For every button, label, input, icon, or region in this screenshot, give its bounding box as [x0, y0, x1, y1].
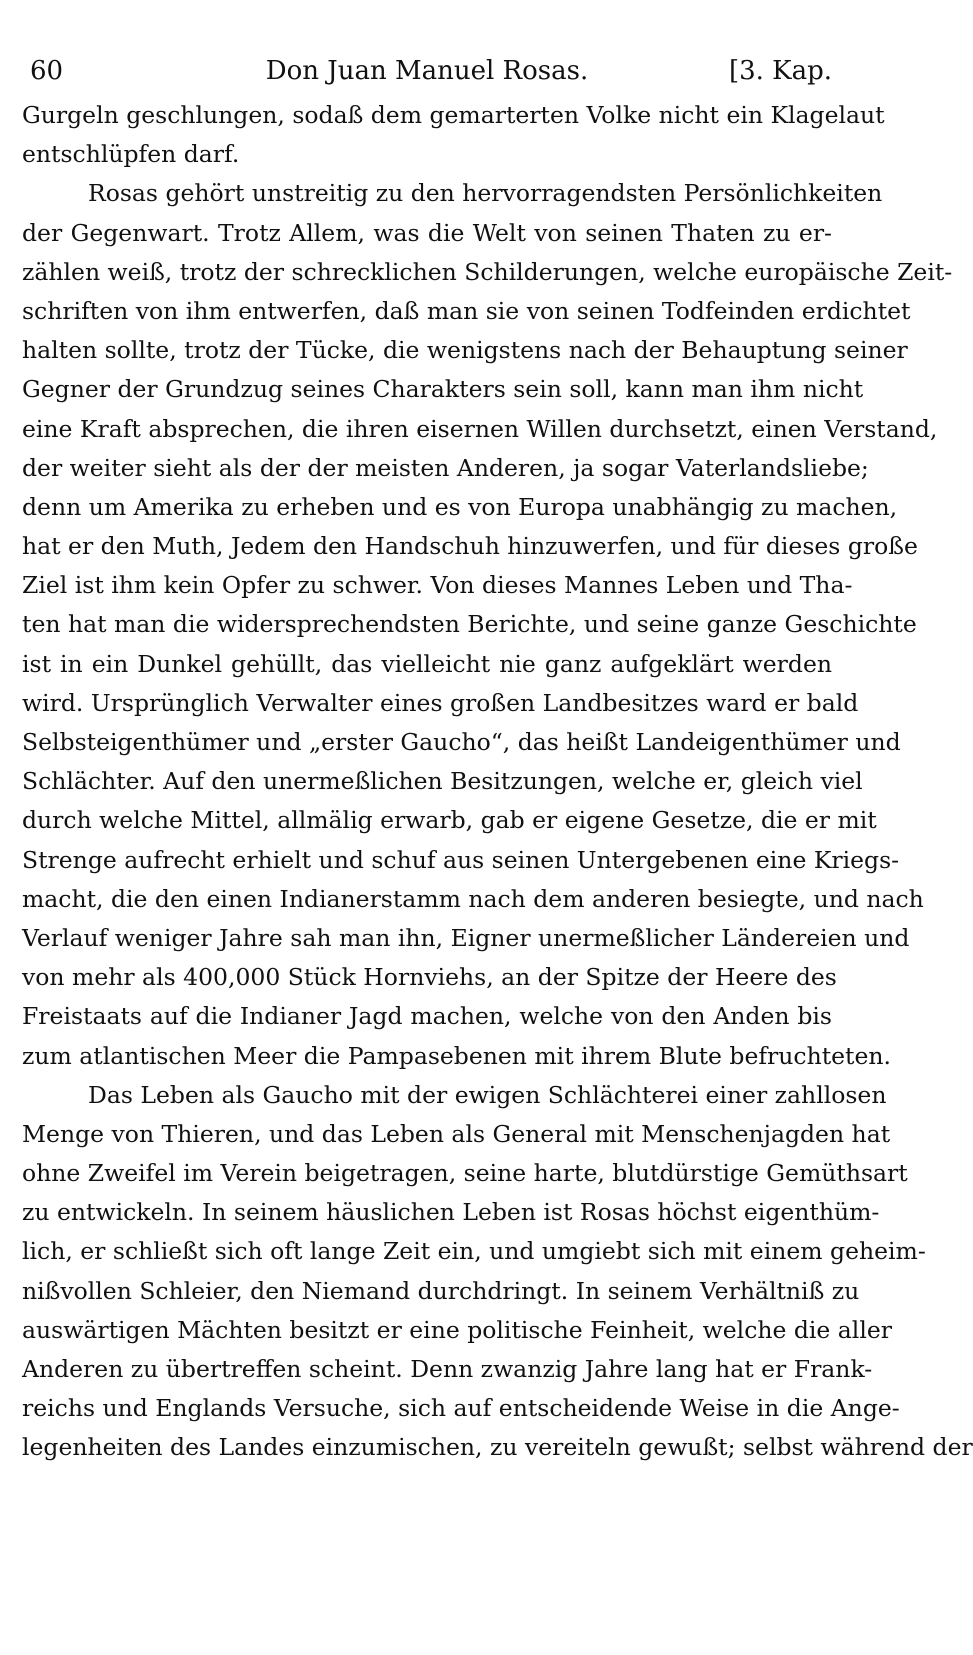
text-line: lich, er schließt sich oft lange Zeit ein, und umgiebt sich mit einem geheim- [22, 1237, 926, 1266]
text-line: ten hat man die widersprechendsten Berichte, und seine ganze Geschichte [22, 610, 917, 639]
chapter-label: [3. Kap. [728, 56, 832, 86]
paragraph [22, 174, 953, 1075]
text-line: zählen weiß, trotz der schrecklichen Schilderungen, welche europäische Zeit- [22, 257, 953, 286]
page-header [22, 48, 832, 94]
text-line: auswärtigen Mächten besitzt er eine politische Feinheit, welche die aller [22, 1315, 892, 1344]
text-line: von mehr als 400,000 Stück Hornviehs, an der Spitze der Heere des [22, 963, 837, 992]
text-line: eine Kraft absprechen, die ihren eisernen Willen durchsetzt, einen Verstand, [22, 414, 938, 443]
body-text [22, 96, 973, 1468]
page-number: 60 [30, 56, 64, 86]
text-line: Ziel ist ihm kein Opfer zu schwer. Von dieses Mannes Leben und Tha- [22, 571, 853, 600]
text-line: entschlüpfen darf. [22, 140, 240, 169]
paragraph [22, 96, 885, 174]
text-line: ist in ein Dunkel gehüllt, das vielleicht nie ganz aufgeklärt werden [22, 649, 832, 678]
text-line: Schlächter. Auf den unermeßlichen Besitzungen, welche er, gleich viel [22, 767, 863, 796]
text-line: Das Leben als Gaucho mit der ewigen Schlächterei einer zahllosen [88, 1080, 887, 1109]
text-line: Gegner der Grundzug seines Charakters sein soll, kann man ihm nicht [22, 375, 864, 404]
text-line: macht, die den einen Indianerstamm nach dem anderen besiegte, und nach [22, 884, 924, 913]
book-page [22, 48, 973, 1468]
text-line: der Gegenwart. Trotz Allem, was die Welt von seinen Thaten zu er- [22, 218, 832, 247]
text-line: schriften von ihm entwerfen, daß man sie von seinen Todfeinden erdichtet [22, 296, 911, 325]
text-line: zu entwickeln. In seinem häuslichen Leben ist Rosas höchst eigenthüm- [22, 1198, 880, 1227]
text-line: Freistaats auf die Indianer Jagd machen, welche von den Anden bis [22, 1002, 832, 1031]
text-line: halten sollte, trotz der Tücke, die wenigstens nach der Behauptung seiner [22, 336, 908, 365]
paragraph [22, 1076, 973, 1468]
text-line: Anderen zu übertreffen scheint. Denn zwanzig Jahre lang hat er Frank- [22, 1355, 873, 1383]
text-line: reichs und Englands Versuche, sich auf entscheidende Weise in die Ange- [22, 1394, 900, 1423]
text-line: hat er den Muth, Jedem den Handschuh hinzuwerfen, und für dieses große [22, 532, 918, 561]
text-line: durch welche Mittel, allmälig erwarb, gab er eigene Gesetze, die er mit [22, 806, 877, 835]
text-line: nißvollen Schleier, den Niemand durchdringt. In seinem Verhältniß zu [22, 1276, 860, 1305]
running-title: Don Juan Manuel Rosas. [265, 56, 589, 86]
text-line: ohne Zweifel im Verein beigetragen, seine harte, blutdürstige Gemüthsart [22, 1159, 908, 1188]
text-line: Strenge aufrecht erhielt und schuf aus seinen Untergebenen eine Kriegs- [22, 845, 900, 874]
text-line: Rosas gehört unstreitig zu den hervorragendsten Persönlichkeiten [88, 179, 883, 208]
text-line: der weiter sieht als der der meisten Anderen, ja sogar Vaterlandsliebe; [22, 453, 869, 482]
text-line: Gurgeln geschlungen, sodaß dem gemarterten Volke nicht ein Klagelaut [22, 101, 885, 129]
text-line: Verlauf weniger Jahre sah man ihn, Eigner unermeßlicher Ländereien und [22, 923, 910, 952]
text-line: denn um Amerika zu erheben und es von Europa unabhängig zu machen, [22, 492, 898, 521]
text-line: Selbsteigenthümer und „erster Gaucho“, das heißt Landeigenthümer und [22, 728, 901, 756]
text-line: zum atlantischen Meer die Pampasebenen mit ihrem Blute befruchteten. [22, 1041, 892, 1070]
text-line: Menge von Thieren, und das Leben als General mit Menschenjagden hat [22, 1119, 891, 1148]
text-line: legenheiten des Landes einzumischen, zu vereiteln gewußt; selbst während der [22, 1433, 973, 1462]
text-line: wird. Ursprünglich Verwalter eines großen Landbesitzes ward er bald [22, 688, 859, 717]
